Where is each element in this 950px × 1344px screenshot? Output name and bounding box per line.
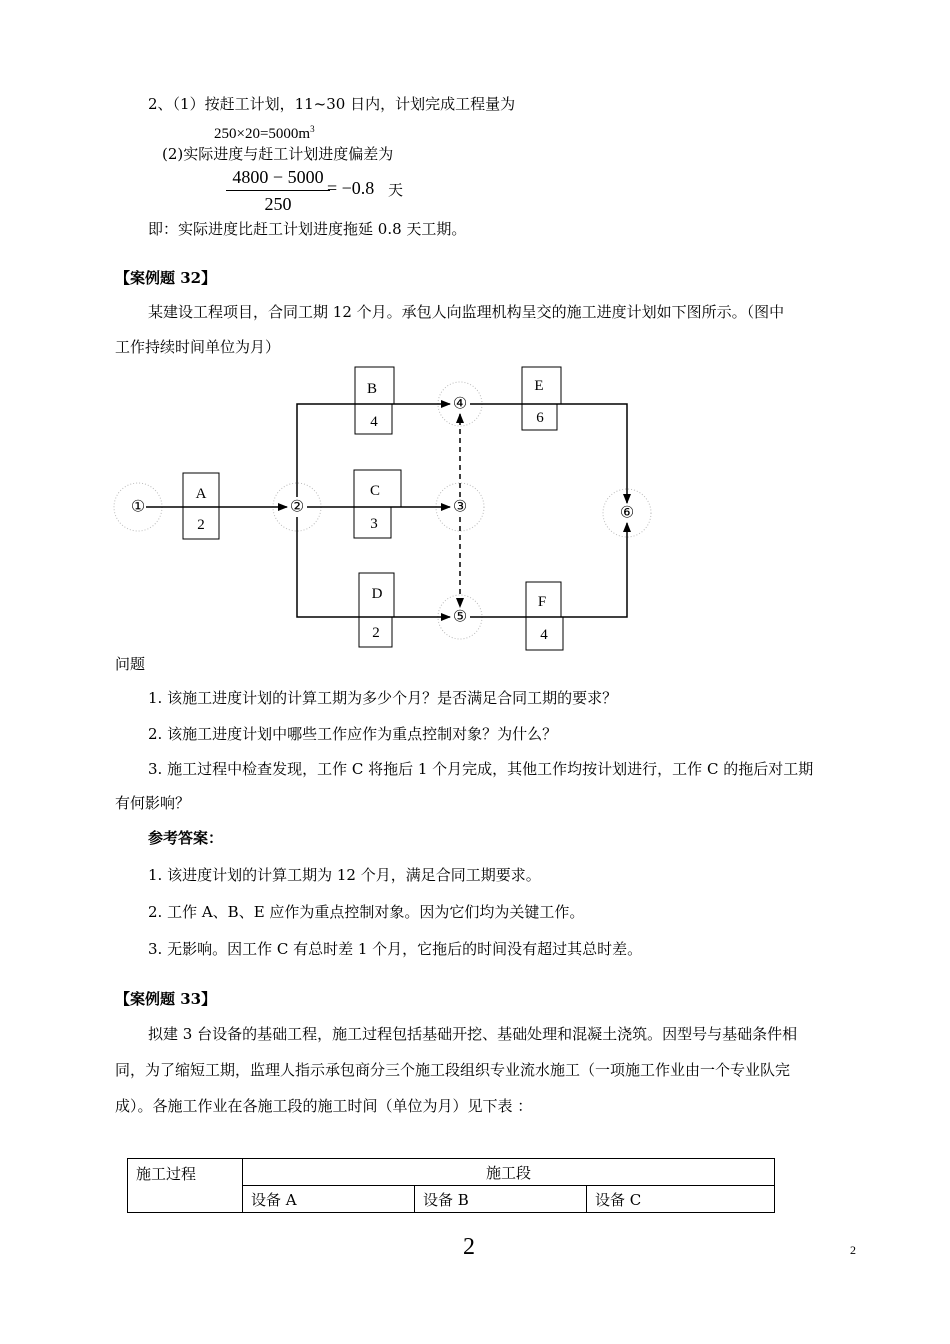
fraction-unit: 天: [388, 181, 404, 199]
answer2-line1: 2、（1）按赶工计划，11~30 日内，计划完成工程量为: [148, 95, 516, 113]
question-2: 2. 该施工进度计划中哪些工作应作为重点控制对象？为什么？: [148, 725, 558, 743]
case33-intro-line1: 拟建 3 台设备的基础工程，施工过程包括基础开挖、基础处理和混凝土浇筑。因型号与基础条件相: [148, 1025, 798, 1043]
fraction-denominator: 250: [264, 194, 292, 214]
answer-1: 1. 该进度计划的计算工期为 12 个月，满足合同工期要求。: [148, 866, 541, 884]
case32-intro-line1: 某建设工程项目，合同工期 12 个月。承包人向监理机构呈交的施工进度计划如下图所示。（图中: [148, 303, 785, 321]
questions-title: 问题: [115, 655, 146, 673]
arrow-F: [470, 523, 627, 617]
answer-3: 3. 无影响。因工作 C 有总时差 1 个月，它拖后的时间没有超过其总时差。: [148, 940, 643, 958]
activity-F-name: F: [537, 594, 547, 610]
arrow-E: [470, 404, 627, 503]
answer2-line3: (2)实际进度与赶工计划进度偏差为: [162, 145, 394, 163]
node-5: ⑤: [452, 608, 468, 626]
case33-intro-line2: 同，为了缩短工期，监理人指示承包商分三个施工段组织专业流水施工（一项施工作业由一个专业队完: [115, 1061, 791, 1079]
activity-D-duration: 2: [372, 625, 380, 641]
question-1: 1. 该施工进度计划的计算工期为多少个月？是否满足合同工期的要求？: [148, 689, 618, 707]
node-3: ③: [452, 498, 468, 516]
case32-heading: 【案例题 32】: [115, 269, 217, 287]
activity-B-name: B: [366, 381, 378, 397]
page-number-center: 2: [463, 1234, 475, 1260]
table-subheader-a: 设备 A: [243, 1186, 415, 1213]
page-number-right: 2: [850, 1243, 856, 1257]
activity-C-name: C: [369, 483, 381, 499]
answer2-conclusion: 即：实际进度比赶工计划进度拖延 0.8 天工期。: [148, 220, 467, 238]
case33-intro-line3: 成）。各施工作业在各施工段的施工时间（单位为月）见下表 ：: [115, 1097, 533, 1115]
answer2-line2: $250\times 20=5000m^3$: [214, 124, 315, 142]
question-3: 3. 施工过程中检查发现，工作 C 将拖后 1 个月完成，其他工作均按计划进行，工作 C 的拖后对工期: [148, 760, 814, 778]
activity-F-duration: 4: [540, 627, 548, 643]
node-4: ④: [452, 395, 468, 413]
activity-A-duration: 2: [197, 517, 205, 533]
activity-B-duration: 4: [370, 414, 378, 430]
case32-intro-line2: 工作持续时间单位为月）: [115, 338, 281, 356]
node-1: ①: [130, 498, 146, 516]
fraction-result: = −0.8: [327, 178, 375, 198]
answer-title: 参考答案：: [148, 829, 224, 847]
network-diagram: [0, 0, 950, 660]
activity-E-duration: 6: [536, 410, 544, 426]
answer-2: 2. 工作 A、B、E 应作为重点控制对象。因为它们均为关键工作。: [148, 903, 585, 921]
case33-heading: 【案例题 33】: [115, 990, 217, 1008]
table-subheader-c: 设备 C: [587, 1186, 775, 1213]
node-6: ⑥: [619, 504, 635, 522]
table-subheader-b: 设备 B: [415, 1186, 587, 1213]
table-header-process: 施工过程: [128, 1159, 243, 1213]
table-header-section: 施工段: [243, 1159, 775, 1186]
arrow-D: [297, 517, 450, 617]
node-2: ②: [289, 498, 305, 516]
activity-D-name: D: [371, 586, 383, 602]
construction-table: [127, 1158, 775, 1213]
activity-A-name: A: [195, 486, 207, 502]
activity-E-name: E: [534, 378, 544, 394]
question-3-cont: 有何影响？: [115, 794, 191, 812]
activity-C-duration: 3: [370, 516, 378, 532]
fraction-numerator: 4800 − 5000: [232, 167, 324, 187]
